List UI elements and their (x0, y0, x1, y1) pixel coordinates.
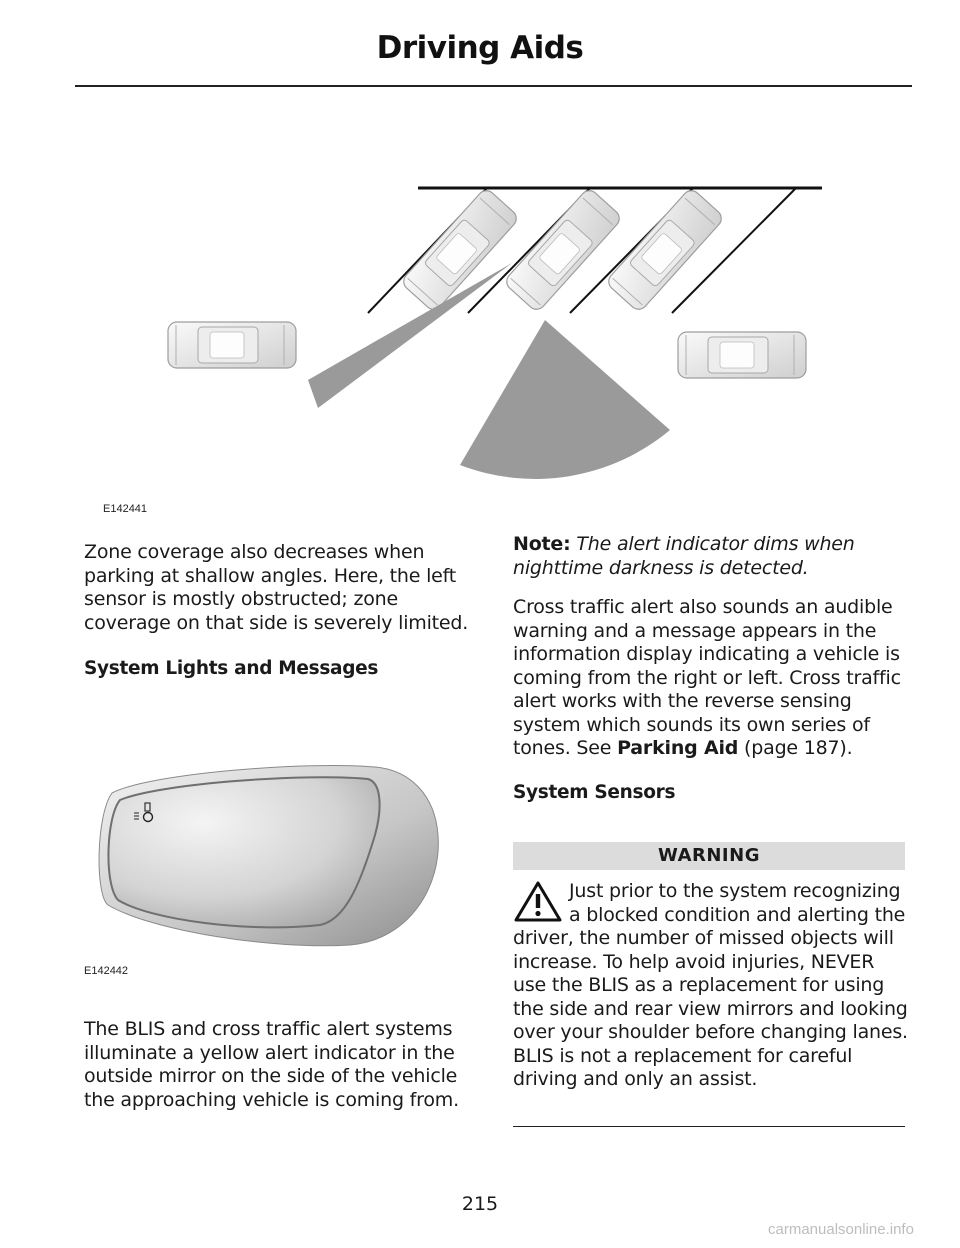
left-column (84, 541, 479, 681)
warning-end-rule (513, 1126, 905, 1127)
section-heading: System Lights and Messages (84, 658, 379, 679)
side-mirror-illustration (90, 755, 445, 955)
cross-traffic-text: Cross traffic alert also sounds an audible warning and a message appears in the information display indicating a vehicle is coming from the right or left. Cross traffic alert works with the reverse sensing system which sounds its own series of tones. See (513, 596, 901, 759)
note (513, 533, 908, 580)
right-column (513, 533, 908, 804)
note-label: Note: (513, 533, 571, 555)
page-title: Driving Aids (376, 30, 584, 66)
left-column-lower (84, 1018, 479, 1112)
mirror-glass (108, 777, 379, 927)
warning-triangle-icon (513, 880, 563, 924)
parked-car (503, 187, 623, 313)
parked-car (605, 187, 725, 313)
approaching-car (168, 322, 296, 368)
watermark: carmanualsonline.info (768, 1221, 914, 1238)
approaching-car (678, 332, 806, 378)
paragraph: Zone coverage also decreases when parking at shallow angles. Here, the left sensor is mostly obstructed; zone coverage on that side is severely limited. (84, 541, 469, 634)
section-heading: System Sensors (513, 781, 676, 803)
figure-id: E142442 (84, 965, 129, 977)
warning-block (513, 880, 908, 1092)
page-reference: (page 187). (744, 737, 853, 759)
warning-header-bar (513, 842, 905, 870)
note-text: The alert indicator dims when nighttime darkness is detected. (513, 533, 855, 579)
page-number: 215 (461, 1193, 499, 1215)
right-sensor-zone (460, 320, 670, 479)
angled-parking-diagram (150, 175, 840, 500)
figure-id: E142441 (103, 503, 148, 515)
warning-text: Just prior to the system recognizing a blocked condition and alerting the driver, the number of missed objects will increase. To help avoid injuries, NEVER use the BLIS as a replacement for using the side and rear view mirrors and looking over your shoulder before changing lanes. BLIS is not a replacement for careful driving and only an assist. (513, 880, 908, 1090)
header-rule (75, 85, 912, 87)
warning-title: WARNING (658, 845, 760, 866)
parking-aid-link[interactable]: Parking Aid (617, 737, 739, 759)
paragraph: The BLIS and cross traffic alert systems illuminate a yellow alert indicator in the outside mirror on the side of the vehicle the approaching vehicle is coming from. (84, 1018, 459, 1111)
paragraph (513, 596, 908, 761)
